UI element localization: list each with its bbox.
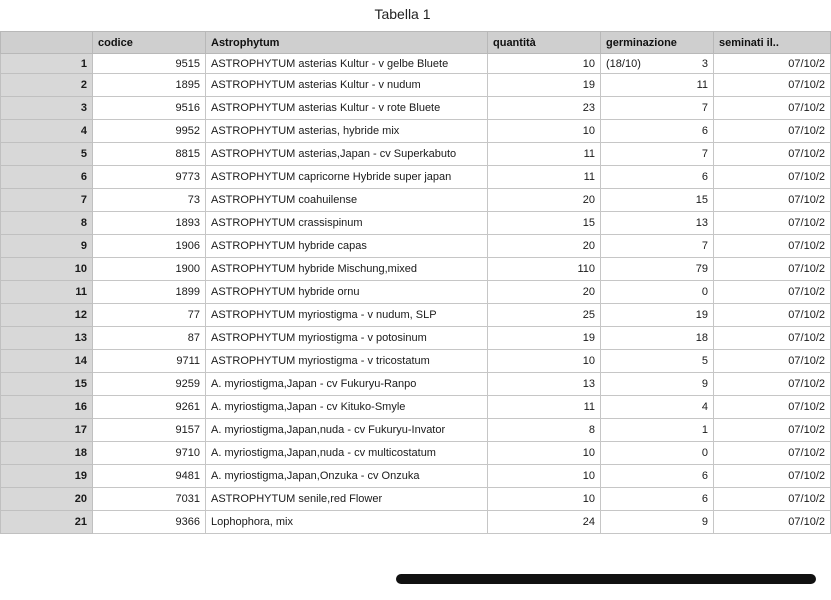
cell-quantita[interactable]: 10 <box>488 488 601 511</box>
data-table <box>0 31 831 534</box>
cell-seminati[interactable]: 07/10/2 <box>714 442 831 465</box>
cell-codice[interactable]: 9515 <box>93 54 206 74</box>
cell-name[interactable]: ASTROPHYTUM hybride capas <box>206 235 488 258</box>
cell-codice[interactable]: 7031 <box>93 488 206 511</box>
germination-value: 5 <box>701 355 708 367</box>
cell-name[interactable]: ASTROPHYTUM myriostigma - v potosinum <box>206 327 488 350</box>
cell-germinazione[interactable] <box>601 143 714 166</box>
row-number[interactable]: 7 <box>1 189 93 212</box>
table-row[interactable] <box>1 281 831 304</box>
germination-value: 1 <box>701 424 708 436</box>
cell-quantita[interactable]: 23 <box>488 97 601 120</box>
row-number[interactable]: 14 <box>1 350 93 373</box>
cell-seminati[interactable]: 07/10/2 <box>714 120 831 143</box>
cell-seminati[interactable]: 07/10/2 <box>714 304 831 327</box>
germination-value: 6 <box>701 470 708 482</box>
cell-quantita[interactable]: 20 <box>488 281 601 304</box>
cell-quantita[interactable]: 13 <box>488 373 601 396</box>
cell-germinazione[interactable] <box>601 97 714 120</box>
row-number[interactable]: 18 <box>1 442 93 465</box>
cell-germinazione[interactable] <box>601 304 714 327</box>
cell-codice[interactable]: 9711 <box>93 350 206 373</box>
cell-seminati[interactable]: 07/10/2 <box>714 54 831 74</box>
cell-seminati[interactable]: 07/10/2 <box>714 511 831 534</box>
cell-seminati[interactable]: 07/10/2 <box>714 212 831 235</box>
cell-quantita[interactable]: 19 <box>488 327 601 350</box>
header-seminati[interactable]: seminati il.. <box>714 32 831 54</box>
cell-germinazione[interactable] <box>601 350 714 373</box>
row-number[interactable]: 5 <box>1 143 93 166</box>
row-number[interactable]: 11 <box>1 281 93 304</box>
cell-germinazione[interactable] <box>601 442 714 465</box>
cell-germinazione[interactable] <box>601 511 714 534</box>
germination-value: 0 <box>701 447 708 459</box>
cell-name[interactable]: ASTROPHYTUM capricorne Hybride super japan <box>206 166 488 189</box>
cell-codice[interactable]: 9259 <box>93 373 206 396</box>
cell-germinazione[interactable] <box>601 327 714 350</box>
germination-value: 79 <box>695 263 708 275</box>
corner-cell[interactable] <box>1 32 93 54</box>
cell-seminati[interactable]: 07/10/2 <box>714 327 831 350</box>
cell-seminati[interactable]: 07/10/2 <box>714 189 831 212</box>
cell-name[interactable]: A. myriostigma,Japan - cv Fukuryu-Ranpo <box>206 373 488 396</box>
row-number[interactable]: 16 <box>1 396 93 419</box>
cell-seminati[interactable]: 07/10/2 <box>714 419 831 442</box>
cell-codice[interactable]: 9261 <box>93 396 206 419</box>
row-number[interactable]: 3 <box>1 97 93 120</box>
cell-codice[interactable]: 9481 <box>93 465 206 488</box>
cell-germinazione[interactable] <box>601 258 714 281</box>
cell-quantita[interactable]: 8 <box>488 419 601 442</box>
germination-value: 7 <box>701 240 708 252</box>
table-row[interactable] <box>1 327 831 350</box>
cell-quantita[interactable]: 11 <box>488 143 601 166</box>
cell-codice[interactable]: 1895 <box>93 74 206 97</box>
germination-note: (18/10) <box>606 58 641 70</box>
cell-codice[interactable]: 8815 <box>93 143 206 166</box>
germination-value: 6 <box>701 493 708 505</box>
table-row[interactable] <box>1 166 831 189</box>
cell-seminati[interactable]: 07/10/2 <box>714 373 831 396</box>
row-number[interactable]: 15 <box>1 373 93 396</box>
germination-value: 6 <box>701 125 708 137</box>
table-row[interactable] <box>1 97 831 120</box>
sheet-title[interactable]: Tabella 1 <box>374 6 431 22</box>
cell-germinazione[interactable] <box>601 235 714 258</box>
cell-seminati[interactable]: 07/10/2 <box>714 143 831 166</box>
cell-seminati[interactable]: 07/10/2 <box>714 465 831 488</box>
cell-name[interactable]: ASTROPHYTUM crassispinum <box>206 212 488 235</box>
cell-seminati[interactable]: 07/10/2 <box>714 166 831 189</box>
table-row[interactable] <box>1 350 831 373</box>
cell-quantita[interactable]: 10 <box>488 120 601 143</box>
table-row[interactable] <box>1 235 831 258</box>
table-row[interactable] <box>1 189 831 212</box>
germination-value: 7 <box>701 102 708 114</box>
table-row[interactable] <box>1 488 831 511</box>
table-row[interactable] <box>1 396 831 419</box>
cell-codice[interactable]: 9710 <box>93 442 206 465</box>
cell-name[interactable]: ASTROPHYTUM asterias,Japan - cv Superkabuto <box>206 143 488 166</box>
cell-germinazione[interactable] <box>601 166 714 189</box>
cell-germinazione[interactable] <box>601 212 714 235</box>
germination-value: 13 <box>695 217 708 229</box>
table-row[interactable] <box>1 442 831 465</box>
cell-germinazione[interactable] <box>601 373 714 396</box>
table-row[interactable] <box>1 511 831 534</box>
cell-quantita[interactable]: 10 <box>488 54 601 74</box>
cell-codice[interactable]: 1906 <box>93 235 206 258</box>
cell-seminati[interactable]: 07/10/2 <box>714 258 831 281</box>
cell-quantita[interactable]: 20 <box>488 189 601 212</box>
table-row[interactable] <box>1 54 831 74</box>
germination-value: 18 <box>695 332 708 344</box>
cell-seminati[interactable]: 07/10/2 <box>714 74 831 97</box>
germination-value: 4 <box>701 401 708 413</box>
cell-quantita[interactable]: 25 <box>488 304 601 327</box>
header-germinazione[interactable]: germinazione <box>601 32 714 54</box>
table-row[interactable] <box>1 373 831 396</box>
row-number[interactable]: 6 <box>1 166 93 189</box>
cell-quantita[interactable]: 24 <box>488 511 601 534</box>
row-number[interactable]: 13 <box>1 327 93 350</box>
cell-quantita[interactable]: 10 <box>488 465 601 488</box>
horizontal-scrollbar[interactable] <box>396 574 816 584</box>
row-number[interactable]: 17 <box>1 419 93 442</box>
row-number[interactable]: 8 <box>1 212 93 235</box>
cell-germinazione[interactable] <box>601 54 714 74</box>
germination-value: 11 <box>696 79 708 91</box>
cell-codice[interactable]: 9516 <box>93 97 206 120</box>
cell-quantita[interactable]: 11 <box>488 396 601 419</box>
cell-codice[interactable]: 87 <box>93 327 206 350</box>
cell-quantita[interactable]: 19 <box>488 74 601 97</box>
cell-name[interactable]: ASTROPHYTUM asterias Kultur - v rote Bluete <box>206 97 488 120</box>
cell-codice[interactable]: 9366 <box>93 511 206 534</box>
cell-germinazione[interactable] <box>601 281 714 304</box>
cell-seminati[interactable]: 07/10/2 <box>714 235 831 258</box>
cell-name[interactable]: A. myriostigma,Japan,nuda - cv Fukuryu-Invator <box>206 419 488 442</box>
row-number[interactable]: 1 <box>1 54 93 74</box>
cell-name[interactable]: ASTROPHYTUM asterias Kultur - v gelbe Bluete <box>206 54 488 74</box>
cell-seminati[interactable]: 07/10/2 <box>714 488 831 511</box>
row-number[interactable]: 9 <box>1 235 93 258</box>
cell-codice[interactable]: 77 <box>93 304 206 327</box>
cell-codice[interactable]: 9157 <box>93 419 206 442</box>
cell-quantita[interactable]: 15 <box>488 212 601 235</box>
cell-quantita[interactable]: 110 <box>488 258 601 281</box>
row-number[interactable]: 21 <box>1 511 93 534</box>
cell-codice[interactable]: 9952 <box>93 120 206 143</box>
table-row[interactable] <box>1 74 831 97</box>
germination-value: 19 <box>695 309 708 321</box>
cell-name[interactable]: ASTROPHYTUM senile,red Flower <box>206 488 488 511</box>
table-row[interactable] <box>1 212 831 235</box>
cell-name[interactable]: ASTROPHYTUM hybride Mischung,mixed <box>206 258 488 281</box>
cell-germinazione[interactable] <box>601 465 714 488</box>
cell-codice[interactable]: 73 <box>93 189 206 212</box>
cell-seminati[interactable]: 07/10/2 <box>714 350 831 373</box>
cell-codice[interactable]: 9773 <box>93 166 206 189</box>
table-row[interactable] <box>1 419 831 442</box>
germination-value: 0 <box>701 286 708 298</box>
header-row <box>1 32 831 54</box>
cell-name[interactable]: A. myriostigma,Japan,nuda - cv multicostatum <box>206 442 488 465</box>
cell-germinazione[interactable] <box>601 120 714 143</box>
cell-germinazione[interactable] <box>601 396 714 419</box>
cell-germinazione[interactable] <box>601 189 714 212</box>
table-row[interactable] <box>1 120 831 143</box>
germination-value: 7 <box>701 148 708 160</box>
cell-codice[interactable]: 1900 <box>93 258 206 281</box>
cell-name[interactable]: ASTROPHYTUM asterias, hybride mix <box>206 120 488 143</box>
germination-value: 9 <box>701 516 708 528</box>
cell-seminati[interactable]: 07/10/2 <box>714 396 831 419</box>
cell-name[interactable]: ASTROPHYTUM myriostigma - v tricostatum <box>206 350 488 373</box>
header-quantita[interactable]: quantità <box>488 32 601 54</box>
cell-germinazione[interactable] <box>601 74 714 97</box>
cell-codice[interactable]: 1893 <box>93 212 206 235</box>
cell-quantita[interactable]: 20 <box>488 235 601 258</box>
header-codice[interactable]: codice <box>93 32 206 54</box>
row-number[interactable]: 2 <box>1 74 93 97</box>
germination-value: 9 <box>701 378 708 390</box>
cell-name[interactable]: A. myriostigma,Japan - cv Kituko-Smyle <box>206 396 488 419</box>
table-row[interactable] <box>1 258 831 281</box>
cell-name[interactable]: Lophophora, mix <box>206 511 488 534</box>
header-astrophytum[interactable]: Astrophytum <box>206 32 488 54</box>
cell-codice[interactable]: 1899 <box>93 281 206 304</box>
row-number[interactable]: 4 <box>1 120 93 143</box>
cell-germinazione[interactable] <box>601 419 714 442</box>
cell-name[interactable]: ASTROPHYTUM coahuilense <box>206 189 488 212</box>
cell-name[interactable]: ASTROPHYTUM asterias Kultur - v nudum <box>206 74 488 97</box>
cell-seminati[interactable]: 07/10/2 <box>714 281 831 304</box>
row-number[interactable]: 12 <box>1 304 93 327</box>
cell-quantita[interactable]: 10 <box>488 350 601 373</box>
table-row[interactable] <box>1 304 831 327</box>
germination-value: 6 <box>701 171 708 183</box>
table-row[interactable] <box>1 465 831 488</box>
row-number[interactable]: 19 <box>1 465 93 488</box>
cell-quantita[interactable]: 10 <box>488 442 601 465</box>
cell-name[interactable]: ASTROPHYTUM hybride ornu <box>206 281 488 304</box>
cell-name[interactable]: ASTROPHYTUM myriostigma - v nudum, SLP <box>206 304 488 327</box>
germination-value: 15 <box>695 194 708 206</box>
cell-name[interactable]: A. myriostigma,Japan,Onzuka - cv Onzuka <box>206 465 488 488</box>
row-number[interactable]: 10 <box>1 258 93 281</box>
cell-quantita[interactable]: 11 <box>488 166 601 189</box>
table-row[interactable] <box>1 143 831 166</box>
cell-germinazione[interactable] <box>601 488 714 511</box>
germination-value: 3 <box>701 57 708 70</box>
row-number[interactable]: 20 <box>1 488 93 511</box>
cell-seminati[interactable]: 07/10/2 <box>714 97 831 120</box>
